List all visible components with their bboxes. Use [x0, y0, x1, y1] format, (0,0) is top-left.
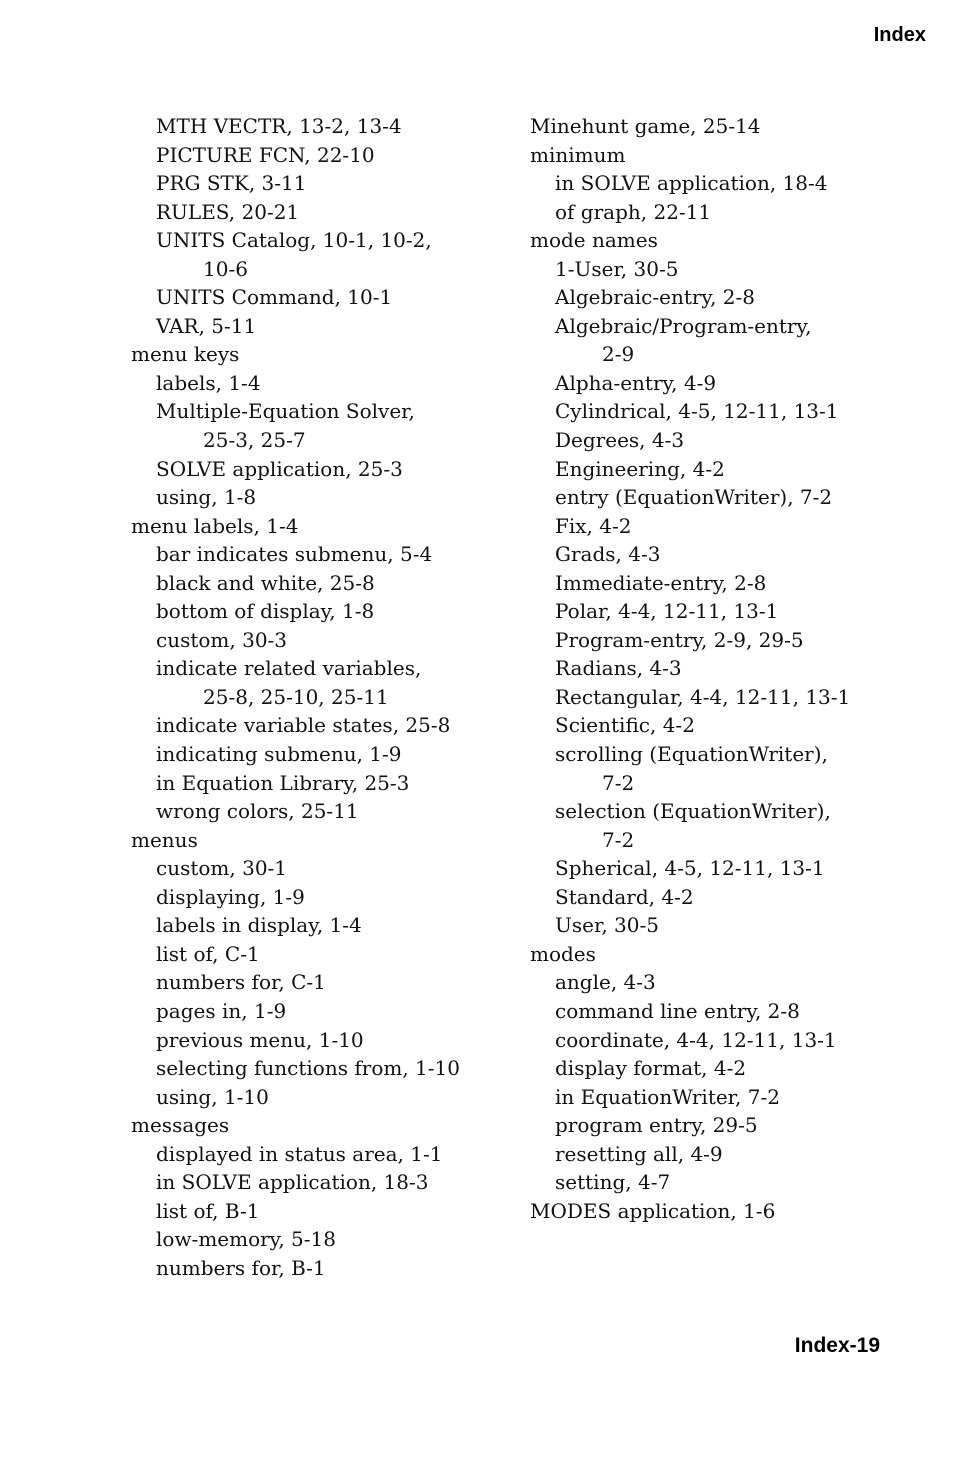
index-subentry: Spherical, 4-5, 12-11, 13-1 — [555, 856, 825, 881]
index-subentry: Radians, 4-3 — [555, 656, 682, 681]
index-subentry: Algebraic-entry, 2-8 — [555, 285, 755, 310]
index-subentry: Alpha-entry, 4-9 — [555, 370, 717, 395]
index-subentry: selection (EquationWriter), — [555, 799, 831, 824]
index-subentry: labels in display, 1-4 — [156, 913, 362, 938]
index-subentry: User, 30-5 — [555, 913, 659, 938]
index-subentry: angle, 4-3 — [555, 970, 656, 995]
index-subentry: resetting all, 4-9 — [555, 1141, 723, 1166]
index-subentry: 1-User, 30-5 — [555, 256, 679, 281]
index-entry: menus — [131, 827, 198, 852]
index-subentry: selecting functions from, 1-10 — [156, 1056, 460, 1081]
index-subentry: Polar, 4-4, 12-11, 13-1 — [555, 599, 779, 624]
index-continuation: 25-3, 25-7 — [203, 428, 306, 453]
index-subentry: Standard, 4-2 — [555, 884, 694, 909]
index-subentry: bar indicates submenu, 5-4 — [156, 542, 433, 567]
index-subentry: labels, 1-4 — [156, 370, 261, 395]
index-subentry: black and white, 25-8 — [156, 570, 375, 595]
index-subentry: setting, 4-7 — [555, 1170, 671, 1195]
index-subentry: indicating submenu, 1-9 — [156, 742, 402, 767]
index-subentry: wrong colors, 25-11 — [156, 799, 359, 824]
index-subentry: entry (EquationWriter), 7-2 — [555, 485, 833, 510]
running-header: Index — [873, 24, 926, 46]
index-subentry: coordinate, 4-4, 12-11, 13-1 — [555, 1027, 837, 1052]
index-subentry: Cylindrical, 4-5, 12-11, 13-1 — [555, 399, 839, 424]
index-entry: messages — [131, 1113, 230, 1138]
index-entry: minimum — [530, 142, 626, 167]
index-subentry: numbers for, C-1 — [156, 970, 326, 995]
index-subentry: bottom of display, 1-8 — [156, 599, 375, 624]
index-subentry: program entry, 29-5 — [555, 1113, 758, 1138]
index-subentry: low-memory, 5-18 — [156, 1227, 336, 1252]
index-subentry: PICTURE FCN, 22-10 — [156, 142, 375, 167]
index-subentry: Multiple-Equation Solver, — [156, 399, 415, 424]
index-subentry: custom, 30-1 — [156, 856, 288, 881]
index-entry: modes — [530, 941, 596, 966]
index-subentry: Immediate-entry, 2-8 — [555, 570, 767, 595]
index-continuation: 7-2 — [602, 770, 635, 795]
index-subentry: indicate related variables, — [156, 656, 422, 681]
index-subentry: Fix, 4-2 — [555, 513, 632, 538]
index-subentry: PRG STK, 3-11 — [156, 171, 307, 196]
index-subentry: in Equation Library, 25-3 — [156, 770, 410, 795]
index-continuation: 7-2 — [602, 827, 635, 852]
index-subentry: in SOLVE application, 18-3 — [156, 1170, 429, 1195]
index-subentry: list of, C-1 — [156, 941, 260, 966]
index-subentry: UNITS Catalog, 10-1, 10-2, — [156, 228, 432, 253]
index-subentry: UNITS Command, 10-1 — [156, 285, 393, 310]
index-subentry: Degrees, 4-3 — [555, 428, 685, 453]
index-subentry: Scientific, 4-2 — [555, 713, 695, 738]
index-entry: menu labels, 1-4 — [131, 513, 299, 538]
index-entry: menu keys — [131, 342, 240, 367]
index-subentry: VAR, 5-11 — [156, 313, 257, 338]
index-subentry: command line entry, 2-8 — [555, 998, 800, 1023]
index-entry: MODES application, 1-6 — [530, 1198, 776, 1223]
index-subentry: of graph, 22-11 — [555, 199, 712, 224]
index-subentry: RULES, 20-21 — [156, 199, 300, 224]
index-subentry: list of, B-1 — [156, 1198, 260, 1223]
index-continuation: 2-9 — [602, 342, 635, 367]
index-subentry: numbers for, B-1 — [156, 1255, 326, 1280]
index-subentry: using, 1-8 — [156, 485, 257, 510]
index-subentry: Grads, 4-3 — [555, 542, 661, 567]
index-subentry: MTH VECTR, 13-2, 13-4 — [156, 114, 402, 138]
index-column-left — [131, 112, 511, 1282]
index-subentry: displayed in status area, 1-1 — [156, 1141, 443, 1166]
index-subentry: Program-entry, 2-9, 29-5 — [555, 627, 804, 652]
index-subentry: using, 1-10 — [156, 1084, 269, 1109]
page-number: Index-19 — [794, 1334, 880, 1357]
index-subentry: Rectangular, 4-4, 12-11, 13-1 — [555, 684, 851, 709]
index-continuation: 10-6 — [203, 256, 248, 281]
index-subentry: SOLVE application, 25-3 — [156, 456, 403, 481]
index-subentry: Algebraic/Program-entry, — [555, 313, 812, 338]
index-continuation: 25-8, 25-10, 25-11 — [203, 684, 389, 709]
index-subentry: Engineering, 4-2 — [555, 456, 725, 481]
index-subentry: in SOLVE application, 18-4 — [555, 171, 828, 196]
index-subentry: display format, 4-2 — [555, 1056, 747, 1081]
index-subentry: custom, 30-3 — [156, 627, 288, 652]
index-entry: Minehunt game, 25-14 — [530, 114, 761, 138]
index-subentry: previous menu, 1-10 — [156, 1027, 364, 1052]
index-subentry: displaying, 1-9 — [156, 884, 305, 909]
index-subentry: scrolling (EquationWriter), — [555, 742, 828, 767]
index-subentry: pages in, 1-9 — [156, 998, 287, 1023]
index-subentry: in EquationWriter, 7-2 — [555, 1084, 780, 1109]
index-entry: mode names — [530, 228, 658, 253]
index-subentry: indicate variable states, 25-8 — [156, 713, 451, 738]
index-column-right — [530, 112, 930, 1225]
